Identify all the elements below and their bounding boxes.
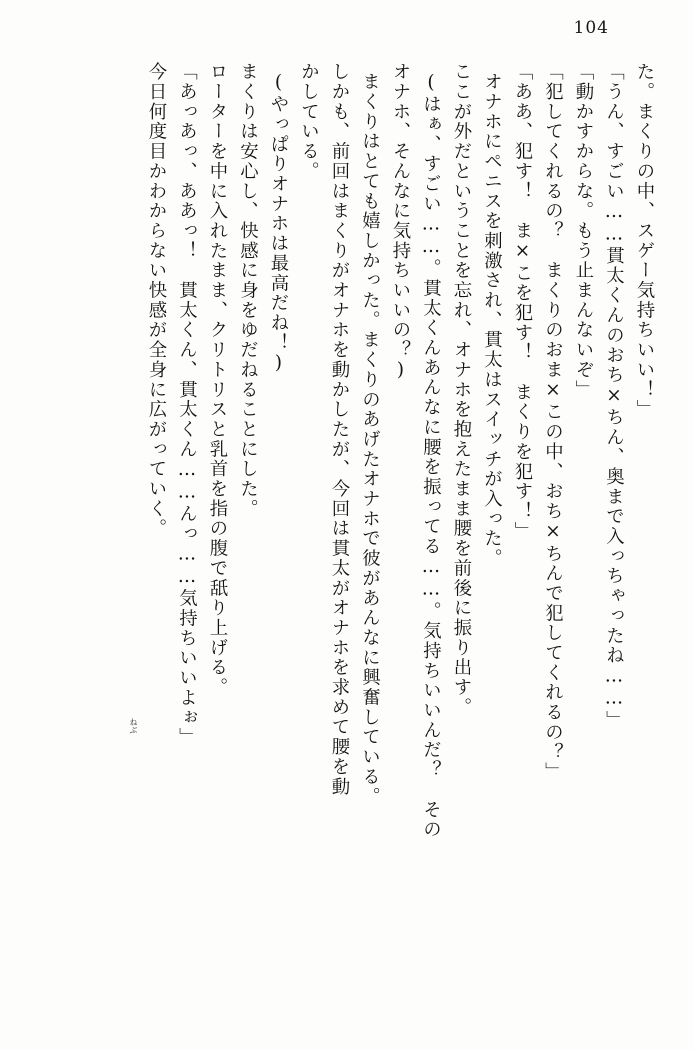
text-line: オナホ、そんなに気持ちいいの？) bbox=[390, 62, 411, 383]
text-line: 「犯してくれるの？ まくりのおま×この中、おち×ちんで犯してくれるの？」 bbox=[542, 62, 564, 782]
text-line: かしている。 bbox=[298, 62, 320, 182]
vertical-text-body bbox=[40, 62, 653, 1010]
text-line: (やっぱりオナホは最高だね！) bbox=[268, 72, 289, 375]
text-line: しかも、前回はまくりがオナホを動かしたが、今回は貫太がオナホを求めて腰を動 bbox=[329, 62, 350, 797]
text-line: まくりは安心し、快感に身をゆだねることにした。 bbox=[237, 62, 259, 519]
text-line: ここが外だということを忘れ、オナホを抱えたまま腰を前後に振り出す。 bbox=[451, 62, 472, 718]
text-line: (はぁ、すごい……。貫太くんあんなに腰を振ってる……。気持ちいいんだ？ その bbox=[420, 72, 442, 840]
text-line: オナホにペニスを刺激され、貫太はスイッチが入った。 bbox=[481, 72, 503, 569]
text-line: 「うん、すごい……貫太くんのおち×ちん、奥まで入っちゃったね……」 bbox=[603, 62, 625, 731]
ruby-annotation: ねぶ bbox=[129, 718, 138, 734]
text-line: 今日何度目かわからない快感が全身に広がっていく。 bbox=[146, 62, 167, 539]
text-line: 「ああ、犯す！ ま×こを犯す！ まくりを犯す！」 bbox=[512, 62, 533, 541]
text-line: た。まくりの中、スゲー気持ちいい！」 bbox=[634, 62, 655, 420]
text-line: まくりはとても嬉しかった。まくりのあげたオナホで彼があんなに興奮している。 bbox=[359, 72, 381, 807]
text-line: 「あっあっ、ああっ！ 貫太くん、貫太くん……んっ……気持ちいいよぉ」 bbox=[176, 62, 198, 748]
text-line: ローターを中に入れたまま、クリトリスと乳首を指の腹で舐り上げる。 bbox=[207, 62, 228, 698]
text-line: 「動かすからな。もう止まんないぞ」 bbox=[573, 62, 594, 400]
page-number: 104 bbox=[573, 18, 609, 38]
